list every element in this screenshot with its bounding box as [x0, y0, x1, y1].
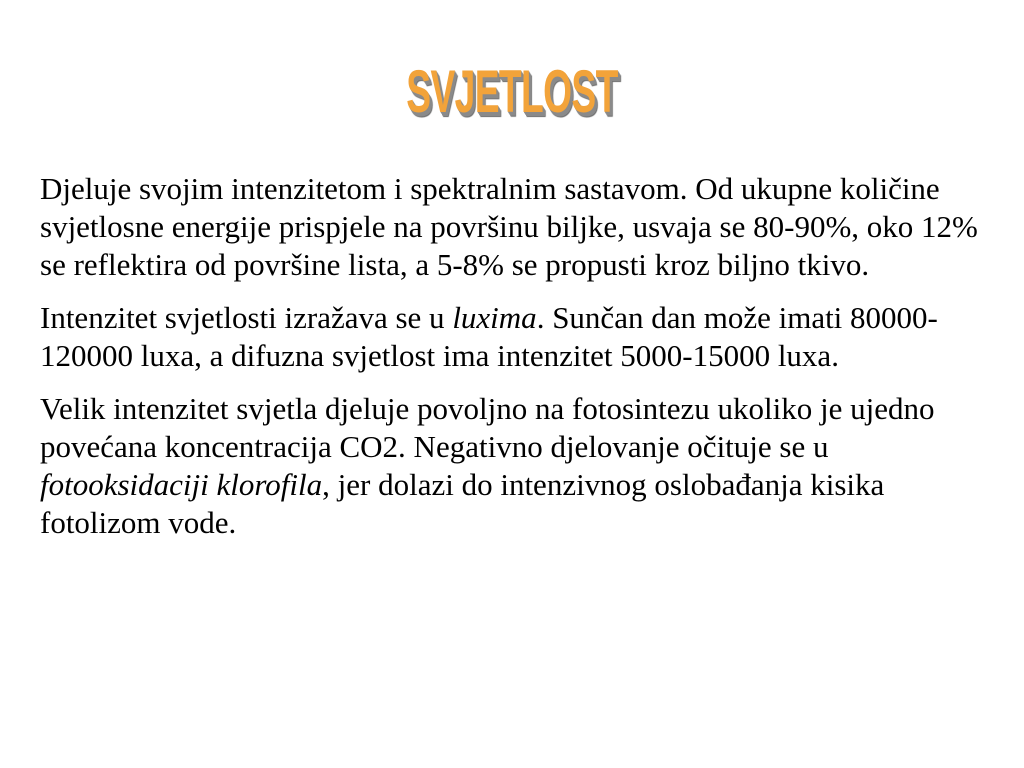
- emphasized-term: fotooksidaciji klorofila: [40, 467, 323, 502]
- paragraph-text: . Sunčan dan može imati 80000-120000 luxa, a difuzna svjetlost ima intenzitet 5000-15000 luxa.: [40, 300, 938, 373]
- paragraph-text: , jer dolazi do intenzivnog oslobađanja kisika fotolizom vode.: [40, 467, 885, 540]
- paragraph-light-absorption: Djeluje svojim intenzitetom i spektralnim sastavom. Od ukupne količine svjetlosne energije prispjele na površinu biljke, usvaja se 80-90%, oko 12% se reflektira od površine lista, a 5-8% se propusti kroz biljno tkivo.: [40, 171, 978, 282]
- paragraph-text: Velik intenzitet svjetla djeluje povoljno na fotosintezu ukoliko je ujedno povećana koncentracija CO2. Negativno djelovanje očituje se u: [40, 391, 935, 464]
- paragraph-text: Intenzitet svjetlosti izražava se u: [40, 300, 453, 335]
- paragraph-photooxidation: [40, 390, 988, 542]
- slide-body: [40, 170, 988, 557]
- slide-title: SVJETLOST: [406, 58, 618, 125]
- paragraph-light-intensity: [40, 299, 988, 375]
- emphasized-term: luxima: [452, 300, 537, 335]
